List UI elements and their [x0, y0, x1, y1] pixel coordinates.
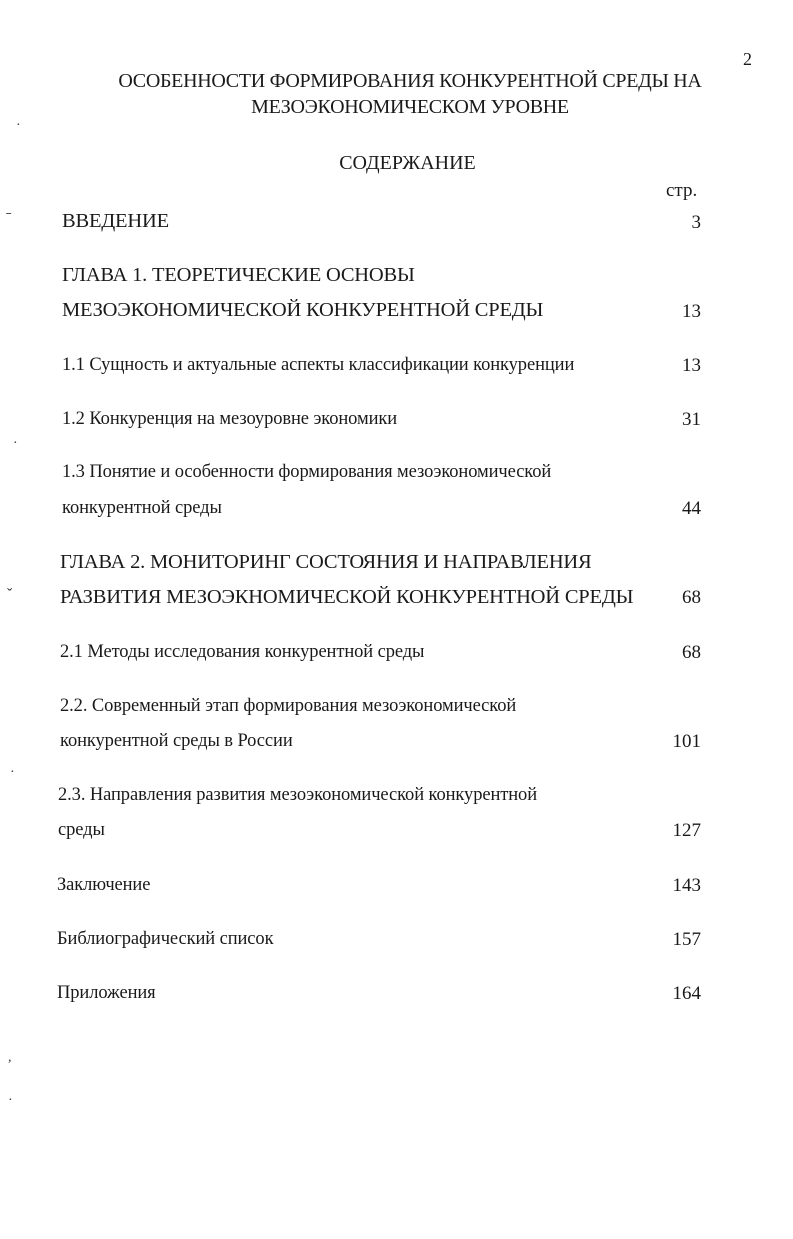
toc-page-1-3: 44 — [682, 498, 701, 519]
toc-page-2-1: 68 — [682, 642, 701, 663]
toc-entry-intro: ВВЕДЕНИЕ — [62, 210, 169, 232]
toc-page-1-1: 13 — [682, 355, 701, 376]
toc-entry-bibliography: Библиографический список — [57, 929, 274, 949]
toc-entry-1-3-line2: конкурентной среды — [62, 498, 222, 518]
toc-entry-2-2-line1: 2.2. Современный этап формирования мезоэкономической — [60, 696, 517, 716]
contents-heading: СОДЕРЖАНИЕ — [339, 152, 476, 174]
title-line-2: МЕЗОЭКОНОМИЧЕСКОМ УРОВНЕ — [251, 96, 569, 118]
page-column-label: стр. — [666, 180, 698, 201]
scan-mark: · — [8, 1093, 13, 1108]
scan-mark: , — [8, 1050, 12, 1065]
toc-page-2-3: 127 — [672, 820, 701, 841]
toc-page-2-2: 101 — [672, 731, 701, 752]
scan-mark: · — [10, 765, 15, 780]
toc-page-conclusion: 143 — [672, 875, 701, 896]
document-title — [60, 68, 760, 120]
toc-page-appendices: 164 — [672, 983, 701, 1004]
toc-page-intro: 3 — [691, 212, 701, 233]
scan-mark: · — [16, 118, 21, 133]
toc-entry-1-2: 1.2 Конкуренция на мезоуровне экономики — [62, 409, 398, 429]
toc-entry-2-3-line1: 2.3. Направления развития мезоэкономической конкурентной — [58, 785, 538, 805]
toc-entry-appendices: Приложения — [57, 983, 156, 1003]
toc-entry-1-3-line1: 1.3 Понятие и особенности формирования мезоэкономической — [62, 462, 552, 482]
toc-entry-chapter1-line1: ГЛАВА 1. ТЕОРЕТИЧЕСКИЕ ОСНОВЫ — [62, 264, 415, 286]
scan-mark: ˇ — [7, 586, 13, 603]
toc-entry-chapter2-line2: РАЗВИТИЯ МЕЗОЭКНОМИЧЕСКОЙ КОНКУРЕНТНОЙ СРЕДЫ — [60, 586, 634, 608]
toc-page-chapter2: 68 — [682, 587, 701, 608]
toc-page-bibliography: 157 — [672, 929, 701, 950]
scan-mark: ˉ — [6, 210, 12, 227]
toc-entry-1-1: 1.1 Сущность и актуальные аспекты классификации конкуренции — [62, 355, 575, 375]
toc-entry-2-1: 2.1 Методы исследования конкурентной среды — [60, 642, 425, 662]
toc-page-chapter1: 13 — [682, 301, 701, 322]
toc-entry-chapter2-line1: ГЛАВА 2. МОНИТОРИНГ СОСТОЯНИЯ И НАПРАВЛЕНИЯ — [60, 551, 592, 573]
toc-entry-2-2-line2: конкурентной среды в России — [60, 731, 293, 751]
toc-page-1-2: 31 — [682, 409, 701, 430]
page-number: 2 — [743, 49, 752, 69]
toc-entry-conclusion: Заключение — [57, 875, 151, 895]
toc-entry-2-3-line2: среды — [58, 820, 105, 840]
scan-mark: · — [13, 436, 18, 451]
title-line-1: ОСОБЕННОСТИ ФОРМИРОВАНИЯ КОНКУРЕНТНОЙ СРЕДЫ НА — [118, 70, 702, 92]
toc-entry-chapter1-line2: МЕЗОЭКОНОМИЧЕСКОЙ КОНКУРЕНТНОЙ СРЕДЫ — [62, 299, 544, 321]
